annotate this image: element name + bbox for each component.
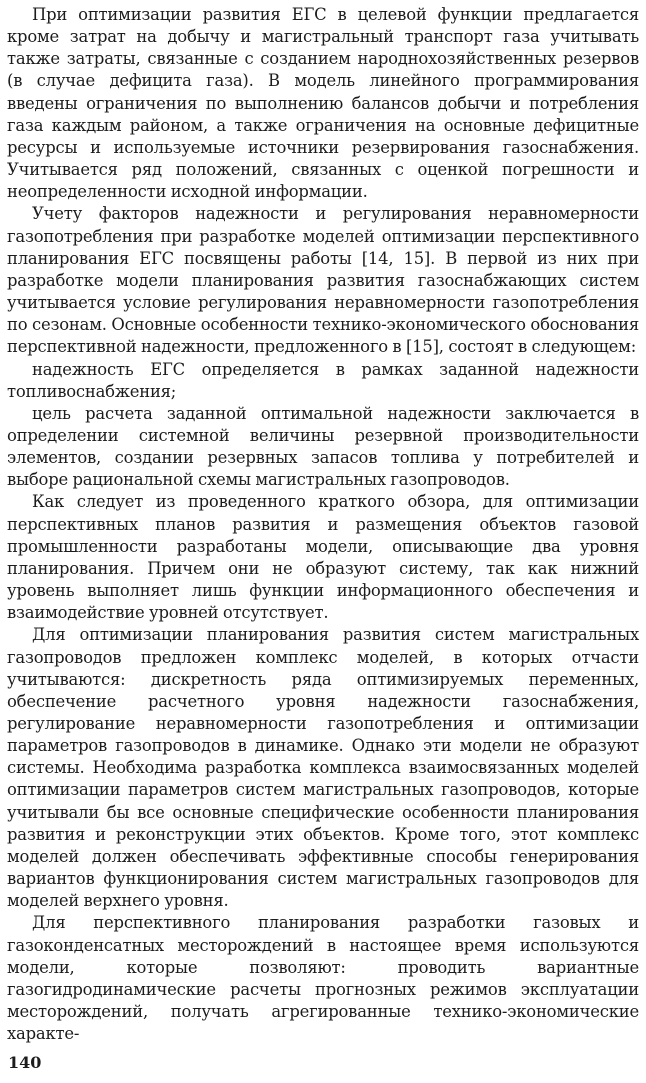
paragraph-1: При оптимизации развития ЕГС в целевой функции предлагается кроме затрат на добычу и магистральный транспорт газа учитывать также затраты, связанные с созданием народнохозяйственных резервов (в случае дефицита газа). В модель линейного программирования введены ограничения по выполнению балансов добычи и потребления газа каждым районом, а также ограничения на основные дефицитные ресурсы и используемые источники резервирования газоснабжения. Учитывается ряд положений, связанных с оценкой погрешности и неопределенности исходной информации. (7, 5, 639, 202)
body-text (7, 4, 639, 1045)
paragraph-3: надежность ЕГС определяется в рамках заданной надежности топливоснабжения; (7, 359, 639, 401)
paragraph-5: Как следует из проведенного краткого обзора, для оптимизации перспективных планов развития и размещения объектов газовой промышленности разработаны модели, описывающие два уровня планирования. Причем они не образуют систему, так как нижний уровень выполняет лишь функции информационного обеспечения и взаимодействие уровней отсутствует. (7, 492, 639, 623)
paragraph-4: цель расчета заданной оптимальной надежности заключается в определении системной величины резервной производительности элементов, создании резервных запасов топлива у потребителей и выборе рациональной схемы магистральных газопроводов. (7, 403, 639, 490)
paragraph-7: Для перспективного планирования разработки газовых и газоконденсатных месторождений в настоящее время используются модели, которые позволяют: проводить вариантные газогидродинамические расчеты прогнозных режимов эксплуатации месторождений, получать агрегированные технико-экономические характе- (7, 913, 639, 1044)
paragraph-2: Учету факторов надежности и регулирования неравномерности газопотребления при разработке моделей оптимизации перспективного планирования ЕГС посвящены работы [14, 15]. В первой из них при разработке модели планирования развития газоснабжающих систем учитывается условие регулирования неравномерности газопотребления по сезонам. Основные особенности технико-экономического обоснования перспективной надежности, предложенного в [15], состоят в следующем: (7, 204, 639, 357)
paragraph-6: Для оптимизации планирования развития систем магистральных газопроводов предложен комплекс моделей, в которых отчасти учитываются: дискретность ряда оптимизируемых переменных, обеспечение расчетного уровня надежности газоснабжения, регулирование неравномерности газопотребления и оптимизации параметров газопроводов в динамике. Однако эти модели не образуют системы. Необходима разработка комплекса взаимосвязанных моделей оптимизации параметров систем магистральных газопроводов, которые учитывали бы все основные специфические особенности планирования развития и реконструкции этих объектов. Кроме того, этот комплекс моделей должен обеспечивать эффективные способы генерирования вариантов функционирования систем магистральных газопроводов для моделей верхнего уровня. (7, 625, 639, 911)
page-number: 140 (8, 1053, 42, 1072)
